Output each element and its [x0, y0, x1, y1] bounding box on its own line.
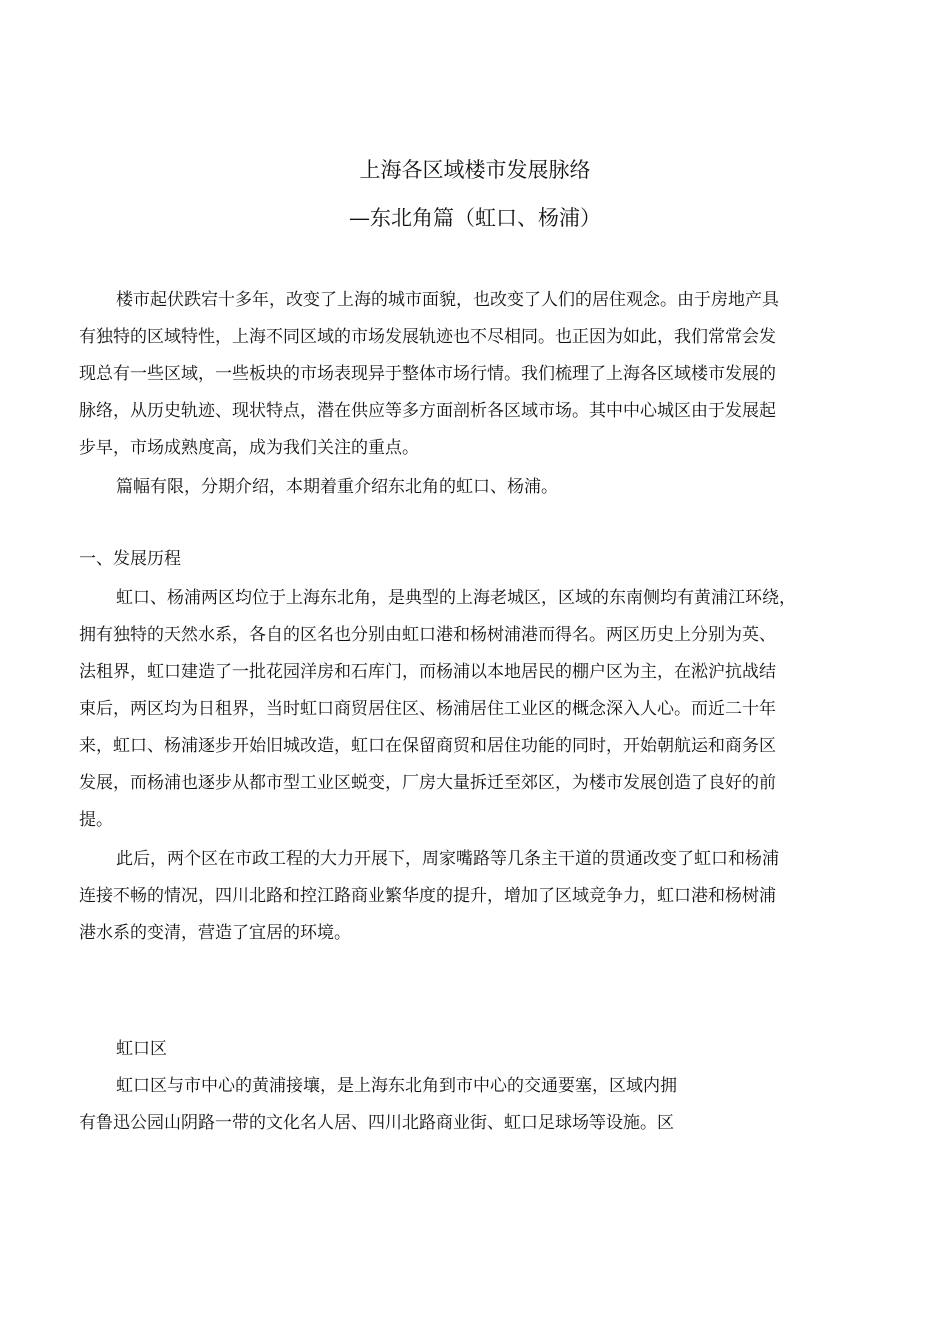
intro-line: 步早，市场成熟度高，成为我们关注的重点。 [79, 438, 419, 458]
section1-p1-line: 发展，而杨浦也逐步从都市型工业区蜕变，厂房大量拆迁至郊区，为楼市发展创造了良好的前 [79, 773, 776, 793]
section1-p1-line: 来，虹口、杨浦逐步开始旧城改造，虹口在保留商贸和居住功能的同时，开始朝航运和商务区 [79, 736, 776, 756]
section-heading-development: 一、发展历程 [79, 549, 181, 569]
intro-line: 有独特的区域特性，上海不同区域的市场发展轨迹也不尽相同。也正因为如此，我们常常会发 [79, 327, 776, 347]
section1-p1-line: 束后，两区均为日租界，当时虹口商贸居住区、杨浦居住工业区的概念深入人心。而近二十年 [79, 699, 776, 719]
section1-p2-line: 港水系的变清，营造了宜居的环境。 [79, 923, 351, 943]
section1-p2-line: 连接不畅的情况，四川北路和控江路商业繁华度的提升，增加了区域竞争力，虹口港和杨树浦 [79, 886, 776, 906]
intro-line: 脉络，从历史轨迹、现状特点，潜在供应等多方面剖析各区域市场。其中中心城区由于发展起 [79, 401, 776, 421]
document-title: 上海各区域楼市发展脉络 [359, 158, 591, 182]
section1-p1-line: 提。 [79, 810, 113, 830]
hongkou-p1-line: 虹口区与市中心的黄浦接壤，是上海东北角到市中心的交通要塞，区域内拥 [116, 1076, 677, 1096]
hongkou-heading: 虹口区 [116, 1039, 167, 1059]
document-subtitle: —东北角篇（虹口、杨浦） [349, 206, 601, 230]
section1-p1-line: 法租界，虹口建造了一批花园洋房和石库门，而杨浦以本地居民的棚户区为主，在淞沪抗战结 [79, 662, 776, 682]
section1-p1-line: 虹口、杨浦两区均位于上海东北角，是典型的上海老城区，区域的东南侧均有黄浦江环绕， [116, 588, 796, 608]
intro-paragraph-2: 篇幅有限，分期介绍，本期着重介绍东北角的虹口、杨浦。 [116, 477, 558, 497]
intro-line: 楼市起伏跌宕十多年，改变了上海的城市面貌，也改变了人们的居住观念。由于房地产具 [116, 290, 779, 310]
section1-p2-line: 此后，两个区在市政工程的大力开展下，周家嘴路等几条主干道的贯通改变了虹口和杨浦 [116, 849, 779, 869]
intro-line: 现总有一些区域，一些板块的市场表现异于整体市场行情。我们梳理了上海各区域楼市发展的 [79, 364, 776, 384]
hongkou-p1-line: 有鲁迅公园山阴路一带的文化名人居、四川北路商业街、虹口足球场等设施。区 [79, 1113, 674, 1133]
section1-p1-line: 拥有独特的天然水系，各自的区名也分别由虹口港和杨树浦港而得名。两区历史上分别为英、 [79, 625, 776, 645]
